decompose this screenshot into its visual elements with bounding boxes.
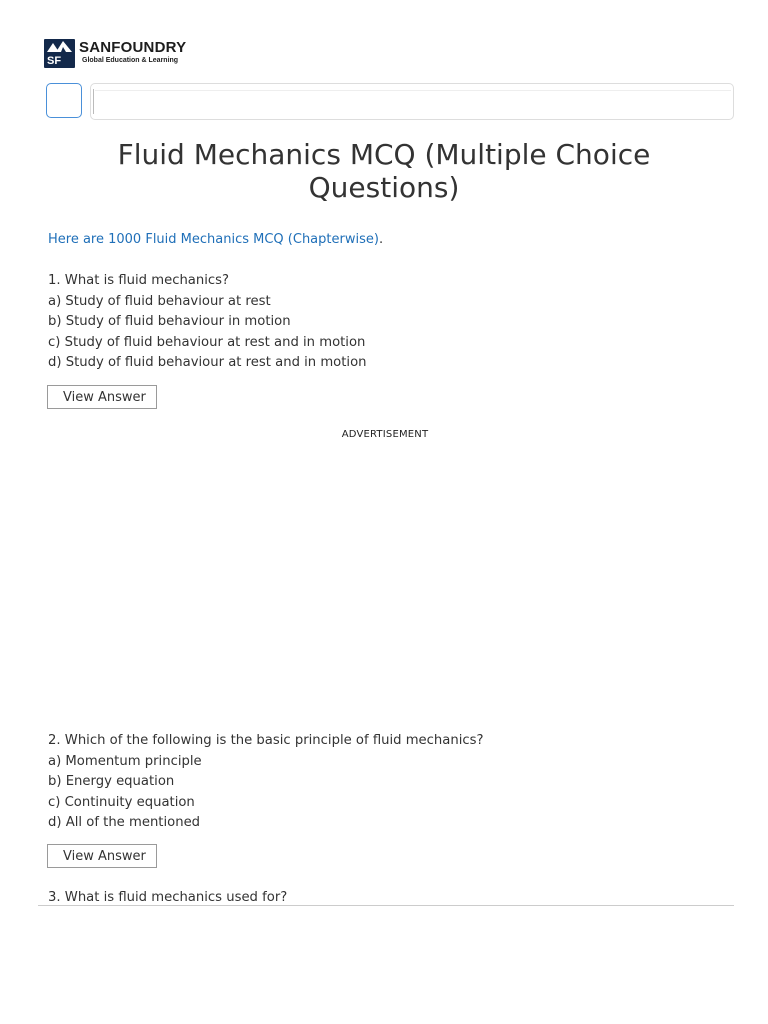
option-a: a) Study of fluid behaviour at rest <box>48 293 271 309</box>
question-text: 3. What is fluid mechanics used for? <box>48 890 288 905</box>
intro-line <box>48 231 383 249</box>
option-d: d) Study of fluid behaviour at rest and in motion <box>48 355 367 370</box>
option-b: b) Energy equation <box>48 774 175 789</box>
option-c: c) Continuity equation <box>48 794 195 810</box>
site-logo[interactable] <box>44 39 186 69</box>
view-answer-button-1[interactable]: View Answer <box>47 385 157 409</box>
logo-mark-text: SF <box>47 55 62 67</box>
question-text: 1. What is fluid mechanics? <box>48 273 230 288</box>
search-input[interactable] <box>90 83 734 120</box>
question-2 <box>48 731 484 834</box>
advertisement-label: ADVERTISEMENT <box>341 429 429 440</box>
logo-mark-icon <box>44 39 75 68</box>
option-a: a) Momentum principle <box>48 753 202 769</box>
search-input-cursor-edge <box>93 89 94 114</box>
question-text: 2. Which of the following is the basic principle of fluid mechanics? <box>48 733 484 748</box>
divider <box>38 905 734 906</box>
option-b: b) Study of fluid behaviour in motion <box>48 314 291 329</box>
brand-name: SANFOUNDRY <box>79 39 187 56</box>
chapterwise-mcq-link[interactable]: Here are 1000 Fluid Mechanics MCQ (Chapterwise) <box>48 232 379 247</box>
logo-text <box>79 39 186 65</box>
option-c: c) Study of fluid behaviour at rest and in motion <box>48 334 366 350</box>
view-answer-button-2[interactable]: View Answer <box>47 844 157 868</box>
brand-tagline: Global Education & Learning <box>82 57 179 64</box>
search-input-inner-border <box>95 90 731 91</box>
page-title: Fluid Mechanics MCQ (Multiple Choice Questions) <box>117 138 651 204</box>
mountain-icon <box>47 41 72 52</box>
search-toggle-button[interactable] <box>46 83 82 118</box>
intro-period: . <box>378 232 384 247</box>
advertisement-slot[interactable] <box>48 445 720 725</box>
option-d: d) All of the mentioned <box>48 815 201 830</box>
question-1 <box>48 271 367 374</box>
